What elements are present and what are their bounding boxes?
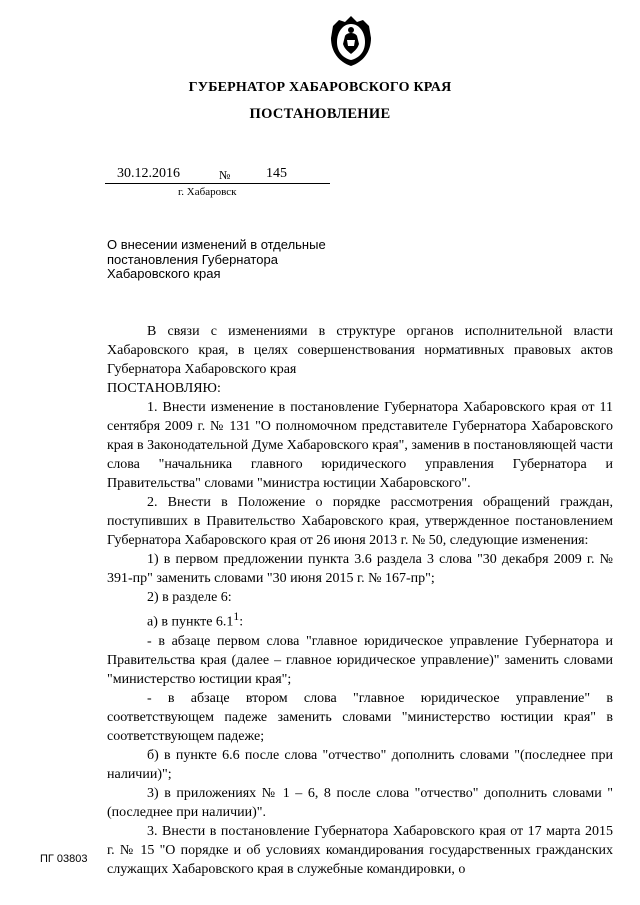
paragraph: В связи с изменениями в структуре органов исполнительной власти Хабаровского края, в целях совершенствования нормативных правовых актов Губернатора Хабаровского края (107, 324, 613, 377)
document-date: 30.12.2016 (117, 166, 180, 181)
paragraph: 2. Внести в Положение о порядке рассмотрения обращений граждан, поступивших в Правительство Хабаровского края, утвержденное постановлением Губернатора Хабаровского края от 26 июня 2013 г. № 50, следующие изменения: (107, 495, 613, 548)
paragraph: 1. Внести изменение в постановление Губернатора Хабаровского края от 11 сентября 2009 г. № 131 "О полномочном представителе Губернатора Хабаровского края в Законодательной Думе Хабаровского края", заменив в постановляющей части слова "начальника главного юридического управления Губернатора и Правительства" словами "министра юстиции Хабаровского". (107, 400, 613, 491)
paragraph-text: : (239, 614, 244, 630)
paragraph (107, 607, 613, 632)
document-number: 145 (266, 166, 287, 181)
paragraph: 1) в первом предложении пункта 3.6 раздела 3 слова "30 декабря 2009 г. № 391-пр" заменить словами "30 июня 2015 г. № 167-пр"; (107, 552, 613, 586)
date-underline (105, 183, 330, 184)
document-body (107, 322, 613, 879)
paragraph: ПОСТАНОВЛЯЮ: (107, 381, 221, 396)
superscript: 1 (233, 610, 240, 623)
number-sign: № (219, 168, 231, 182)
city: г. Хабаровск (178, 186, 237, 198)
paragraph: 2) в разделе 6: (147, 590, 232, 605)
paragraph: - в абзаце первом слова "главное юридическое управление Губернатора и Правительства края (далее – главное юридическое управление)" заменить словами "министерство юстиции края"; (107, 633, 613, 687)
form-code: ПГ 03803 (40, 853, 88, 865)
paragraph: б) в пункте 6.6 после слова "отчество" дополнить словами "(последнее при наличии)"; (107, 747, 613, 782)
coat-of-arms-icon (327, 14, 375, 68)
paragraph: 3) в приложениях № 1 – 6, 8 после слова "отчество" дополнить словами "(последнее при наличии)". (107, 785, 613, 820)
paragraph: - в абзаце втором слова "главное юридическое управление" в соответствующем падеже заменить словами "министерство юстиции края" в соответствующем падеже; (107, 690, 613, 744)
issuing-authority: ГУБЕРНАТОР ХАБАРОВСКОГО КРАЯ (188, 80, 452, 95)
document-subject: О внесении изменений в отдельные постановления Губернатора Хабаровского края (107, 237, 326, 281)
paragraph-text: а) в пункте 6.1 (147, 614, 234, 630)
paragraph: 3. Внести в постановление Губернатора Хабаровского края от 17 марта 2015 г. № 15 "О порядке и об условиях командирования государственных гражданских служащих Хабаровского края в служебные командировки, о (107, 823, 613, 877)
document-type: ПОСТАНОВЛЕНИЕ (249, 106, 391, 122)
